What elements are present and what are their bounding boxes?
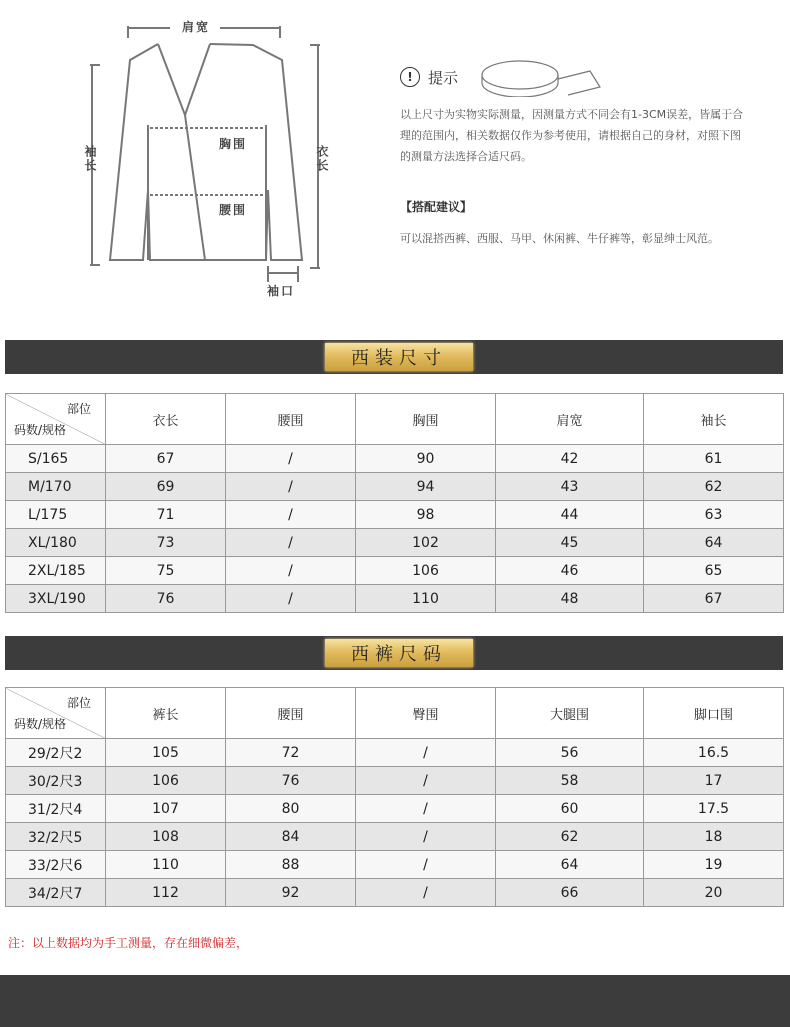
waist-label: 腰围 <box>219 203 248 217</box>
table-cell: 56 <box>496 739 644 767</box>
measurement-note: 注：以上数据均为手工测量，存在细微偏差， <box>8 936 249 950</box>
table-cell: / <box>356 879 496 907</box>
table-cell: 67 <box>644 585 784 613</box>
sleeve-label: 袖长 <box>83 145 97 173</box>
match-text: 可以混搭西裤、西服、马甲、休闲裤、牛仔裤等，彰显绅士风范。 <box>400 232 719 245</box>
column-header: 裤长 <box>106 688 226 739</box>
table-cell: 58 <box>496 767 644 795</box>
pants-corner-header <box>6 688 106 739</box>
column-header: 腰围 <box>226 688 356 739</box>
size-cell: 2XL/185 <box>6 557 106 585</box>
corner-part-label: 部位 <box>66 696 91 710</box>
table-cell: 73 <box>106 529 226 557</box>
size-cell: 29/2尺2 <box>6 739 106 767</box>
table-cell: 76 <box>226 767 356 795</box>
tip-title: 提示 <box>428 68 459 87</box>
table-cell: 16.5 <box>644 739 784 767</box>
size-cell: M/170 <box>6 473 106 501</box>
table-cell: 62 <box>496 823 644 851</box>
table-cell: 105 <box>106 739 226 767</box>
size-cell: L/175 <box>6 501 106 529</box>
corner-part-label: 部位 <box>66 402 91 416</box>
size-cell: 33/2尺6 <box>6 851 106 879</box>
table-cell: 61 <box>644 445 784 473</box>
corner-size-label: 码数/规格 <box>14 423 67 437</box>
table-cell: 48 <box>496 585 644 613</box>
column-header: 大腿围 <box>496 688 644 739</box>
table-row <box>6 879 784 907</box>
column-header: 袖长 <box>644 394 784 445</box>
table-cell: 45 <box>496 529 644 557</box>
table-row <box>6 851 784 879</box>
size-cell: 30/2尺3 <box>6 767 106 795</box>
table-cell: 17.5 <box>644 795 784 823</box>
table-row <box>6 739 784 767</box>
shoulder-label: 肩宽 <box>182 20 211 34</box>
table-cell: 106 <box>106 767 226 795</box>
column-header: 臀围 <box>356 688 496 739</box>
tape-measure-icon <box>480 57 605 97</box>
table-cell: 67 <box>106 445 226 473</box>
size-cell: S/165 <box>6 445 106 473</box>
column-header: 肩宽 <box>496 394 644 445</box>
jacket-diagram <box>70 10 340 310</box>
table-cell: 46 <box>496 557 644 585</box>
table-cell: 108 <box>106 823 226 851</box>
exclamation-icon: ! <box>400 67 420 87</box>
table-cell: / <box>356 795 496 823</box>
table-row <box>6 445 784 473</box>
table-cell: 90 <box>356 445 496 473</box>
table-cell: 110 <box>106 851 226 879</box>
table-cell: 75 <box>106 557 226 585</box>
match-title: 【搭配建议】 <box>400 200 473 214</box>
table-cell: 92 <box>226 879 356 907</box>
suit-corner-header <box>6 394 106 445</box>
table-cell: 98 <box>356 501 496 529</box>
column-header: 衣长 <box>106 394 226 445</box>
table-cell: / <box>356 851 496 879</box>
table-cell: 64 <box>496 851 644 879</box>
table-cell: 66 <box>496 879 644 907</box>
pants-banner-label: 西裤尺码 <box>325 639 473 667</box>
table-cell: 20 <box>644 879 784 907</box>
size-cell: 3XL/190 <box>6 585 106 613</box>
table-cell: 63 <box>644 501 784 529</box>
suit-banner-label: 西装尺寸 <box>325 343 473 371</box>
table-cell: 94 <box>356 473 496 501</box>
table-cell: 88 <box>226 851 356 879</box>
table-row <box>6 823 784 851</box>
table-cell: 80 <box>226 795 356 823</box>
table-cell: 64 <box>644 529 784 557</box>
table-row <box>6 529 784 557</box>
table-cell: 102 <box>356 529 496 557</box>
table-cell: / <box>226 473 356 501</box>
tip-heading <box>400 57 605 97</box>
column-header: 腰围 <box>226 394 356 445</box>
pants-size-banner <box>5 636 783 670</box>
table-row <box>6 557 784 585</box>
table-cell: 65 <box>644 557 784 585</box>
table-cell: / <box>356 739 496 767</box>
table-cell: 44 <box>496 501 644 529</box>
tip-text: 以上尺寸为实物实际测量，因测量方式不同会有1-3CM误差，皆属于合理的范围内，相关数据仅作为参考使用，请根据自己的身材，对照下图的测量方法选择合适尺码。 <box>400 108 744 163</box>
table-cell: / <box>226 445 356 473</box>
table-cell: / <box>226 585 356 613</box>
table-cell: 107 <box>106 795 226 823</box>
table-cell: 71 <box>106 501 226 529</box>
size-cell: XL/180 <box>6 529 106 557</box>
column-header: 脚口围 <box>644 688 784 739</box>
pants-size-table <box>5 687 784 907</box>
table-cell: 84 <box>226 823 356 851</box>
footer-bar <box>0 975 790 1027</box>
chest-label: 胸围 <box>219 137 248 151</box>
table-cell: 112 <box>106 879 226 907</box>
table-cell: 110 <box>356 585 496 613</box>
table-cell: 18 <box>644 823 784 851</box>
table-cell: 43 <box>496 473 644 501</box>
table-cell: 72 <box>226 739 356 767</box>
table-cell: 76 <box>106 585 226 613</box>
size-cell: 31/2尺4 <box>6 795 106 823</box>
table-row <box>6 585 784 613</box>
suit-size-banner <box>5 340 783 374</box>
corner-size-label: 码数/规格 <box>14 717 67 731</box>
table-cell: 60 <box>496 795 644 823</box>
table-row <box>6 795 784 823</box>
table-row <box>6 473 784 501</box>
size-cell: 34/2尺7 <box>6 879 106 907</box>
table-row <box>6 767 784 795</box>
table-cell: / <box>356 823 496 851</box>
column-header: 胸围 <box>356 394 496 445</box>
table-cell: / <box>226 501 356 529</box>
table-cell: 42 <box>496 445 644 473</box>
table-row <box>6 501 784 529</box>
size-cell: 32/2尺5 <box>6 823 106 851</box>
table-cell: 62 <box>644 473 784 501</box>
length-label: 衣长 <box>315 145 329 173</box>
jacket-outline-icon <box>70 10 340 310</box>
table-cell: 19 <box>644 851 784 879</box>
suit-size-table <box>5 393 784 613</box>
table-cell: 106 <box>356 557 496 585</box>
cuff-label: 袖口 <box>267 284 296 298</box>
table-cell: / <box>226 529 356 557</box>
table-cell: / <box>356 767 496 795</box>
table-cell: 17 <box>644 767 784 795</box>
table-cell: / <box>226 557 356 585</box>
table-cell: 69 <box>106 473 226 501</box>
